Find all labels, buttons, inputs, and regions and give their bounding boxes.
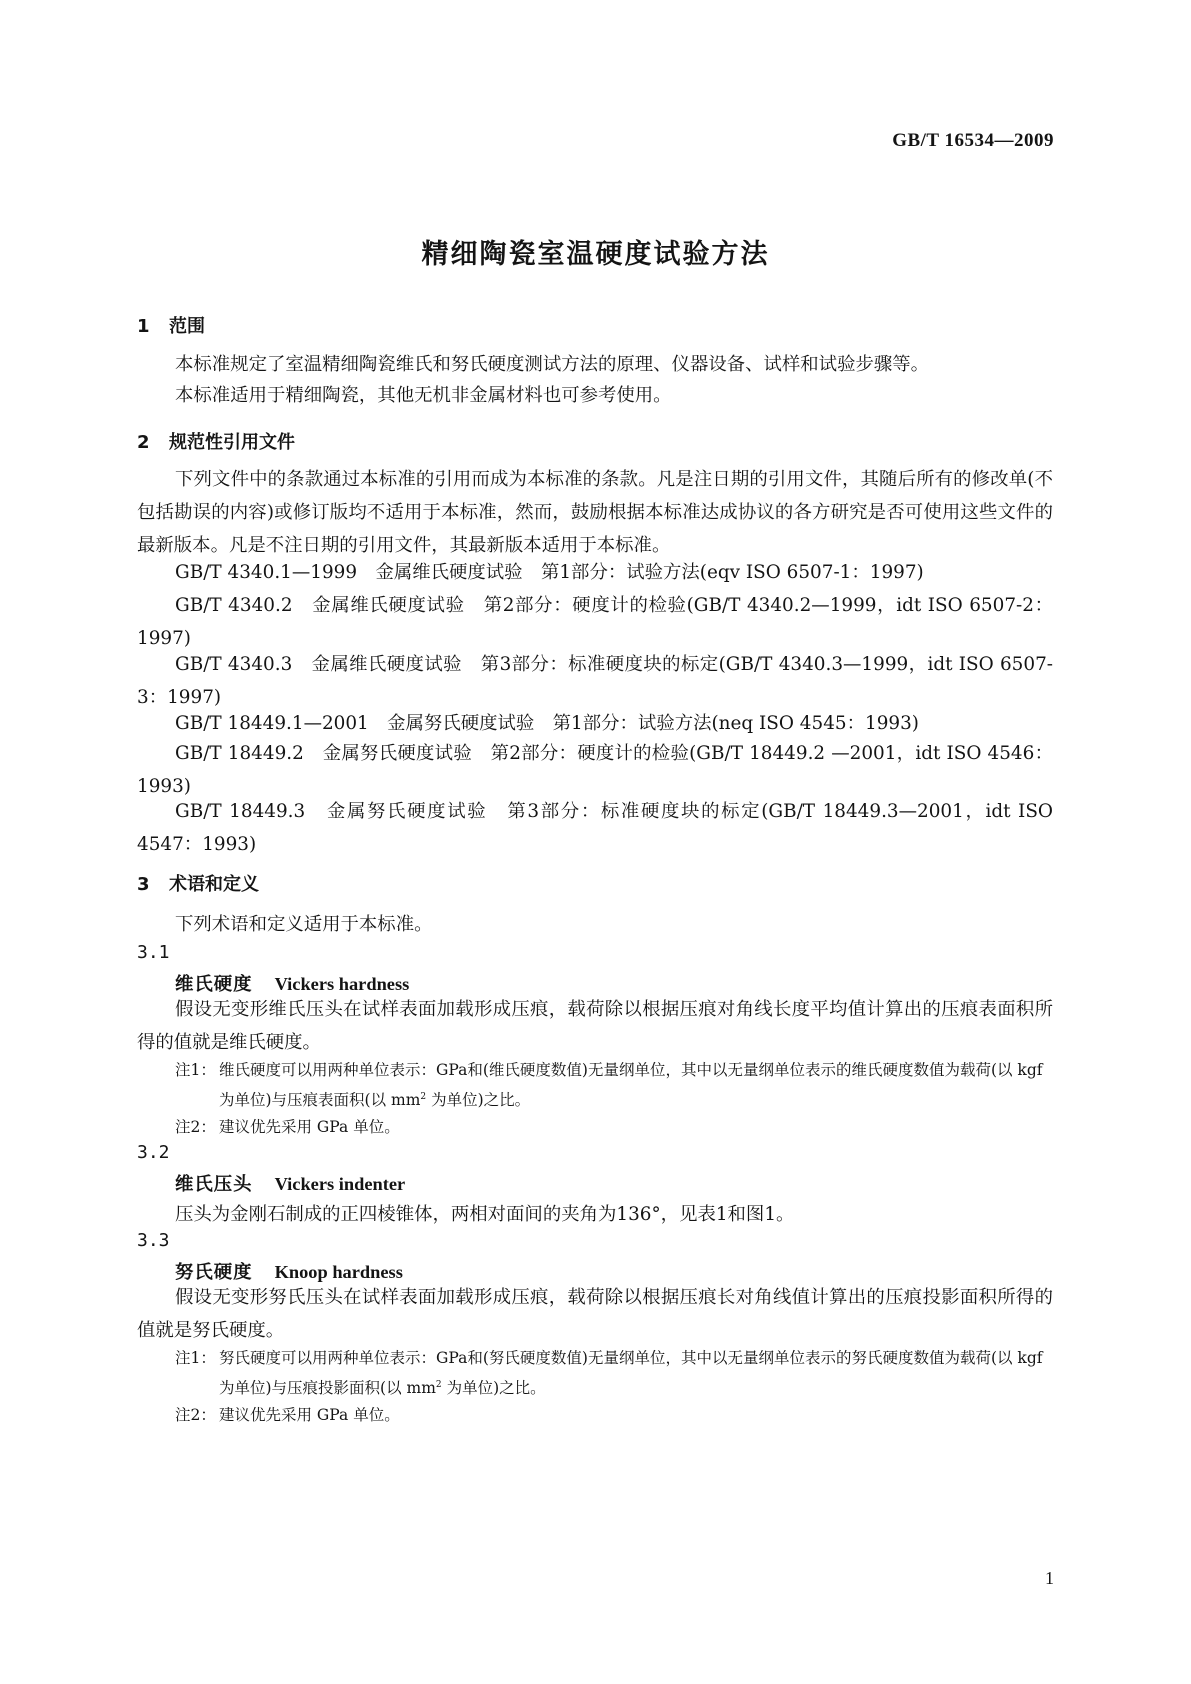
terms-intro: 下列术语和定义适用于本标准。 [175, 914, 433, 935]
clause-number: 3.1 [137, 942, 170, 963]
note-text: 努氏硬度可以用两种单位表示：GPa和(努氏硬度数值)无量纲单位，其中以无量纲单位表示的努氏硬度数值为载荷(以 kgf 为单位)与压痕投影面积(以 mm [219, 1349, 1043, 1397]
term-english: Knoop hardness [274, 1262, 403, 1282]
reference-item: GB/T 18449.2 金属努氏硬度试验 第2部分：硬度计的检验(GB/T 18449.2 —2001，idt ISO 4546：1993) [137, 743, 1053, 797]
term-english: Vickers indenter [274, 1174, 406, 1194]
term-heading [175, 1170, 405, 1196]
section-title: 规范性引用文件 [169, 432, 295, 453]
document-title: 精细陶瓷室温硬度试验方法 [421, 239, 770, 270]
note-text: 维氏硬度可以用两种单位表示：GPa和(维氏硬度数值)无量纲单位，其中以无量纲单位表示的维氏硬度数值为载荷(以 kgf 为单位)与压痕表面积(以 mm [219, 1061, 1043, 1109]
term-english: Vickers hardness [274, 974, 410, 994]
superscript: 2 [420, 1091, 427, 1102]
normative-references-intro: 下列文件中的条款通过本标准的引用而成为本标准的条款。凡是注日期的引用文件，其随后所有的修改单(不包括勘误的内容)或修订版均不适用于本标准，然而，鼓励根据本标准达成协议的各方研究是否可使用这些文件的最新版本。凡是不注日期的引用文件，其最新版本适用于本标准。 [137, 469, 1053, 556]
scope-paragraph-2: 本标准适用于精细陶瓷，其他无机非金属材料也可参考使用。 [175, 385, 672, 406]
note-text: 建议优先采用 GPa 单位。 [219, 1406, 400, 1424]
clause-number: 3.3 [137, 1230, 170, 1251]
section-heading-scope [137, 312, 205, 338]
reference-item: GB/T 4340.3 金属维氏硬度试验 第3部分：标准硬度块的标定(GB/T 4340.3—1999，idt ISO 6507-3：1997) [137, 654, 1053, 708]
section-title: 范围 [169, 316, 205, 337]
page-number: 1 [1045, 1568, 1054, 1588]
term-note-2 [175, 1400, 1053, 1430]
reference-item: GB/T 18449.3 金属努氏硬度试验 第3部分：标准硬度块的标定(GB/T 18449.3—2001，idt ISO 4547：1993) [137, 801, 1053, 855]
scope-paragraph-1: 本标准规定了室温精细陶瓷维氏和努氏硬度测试方法的原理、仪器设备、试样和试验步骤等。 [175, 354, 930, 375]
section-number: 3 [137, 874, 150, 895]
superscript: 2 [435, 1379, 442, 1390]
reference-item: GB/T 18449.1—2001 金属努氏硬度试验 第1部分：试验方法(neq ISO 4545：1993) [175, 713, 919, 734]
note-label: 注2： [175, 1118, 216, 1136]
note-text: 建议优先采用 GPa 单位。 [219, 1118, 400, 1136]
note-text-end: 为单位)之比。 [441, 1379, 546, 1397]
term-note-2 [175, 1112, 1053, 1142]
term-note-1 [175, 1343, 1053, 1403]
term-definition: 假设无变形维氏压头在试样表面加载形成压痕，载荷除以根据压痕对角线长度平均值计算出的压痕表面积所得的值就是维氏硬度。 [137, 999, 1053, 1053]
term-chinese: 努氏硬度 [175, 1262, 253, 1283]
term-definition: 压头为金刚石制成的正四棱锥体，两相对面间的夹角为136°，见表1和图1。 [175, 1204, 795, 1225]
term-note-1 [175, 1055, 1053, 1115]
section-heading-normative-references [137, 428, 295, 454]
term-chinese: 维氏压头 [175, 1174, 253, 1195]
term-chinese: 维氏硬度 [175, 974, 253, 995]
note-label: 注1： [175, 1061, 216, 1079]
section-heading-terms [137, 870, 259, 896]
note-label: 注1： [175, 1349, 216, 1367]
reference-item: GB/T 4340.2 金属维氏硬度试验 第2部分：硬度计的检验(GB/T 4340.2—1999，idt ISO 6507-2：1997) [137, 595, 1053, 649]
note-label: 注2： [175, 1406, 216, 1424]
standard-code: GB/T 16534—2009 [892, 130, 1054, 151]
section-number: 2 [137, 432, 150, 453]
note-text-end: 为单位)之比。 [426, 1091, 531, 1109]
clause-number: 3.2 [137, 1142, 170, 1163]
term-definition: 假设无变形努氏压头在试样表面加载形成压痕，载荷除以根据压痕长对角线值计算出的压痕投影面积所得的值就是努氏硬度。 [137, 1287, 1053, 1341]
section-title: 术语和定义 [169, 874, 259, 895]
reference-item: GB/T 4340.1—1999 金属维氏硬度试验 第1部分：试验方法(eqv ISO 6507-1：1997) [175, 562, 924, 583]
section-number: 1 [137, 316, 150, 337]
